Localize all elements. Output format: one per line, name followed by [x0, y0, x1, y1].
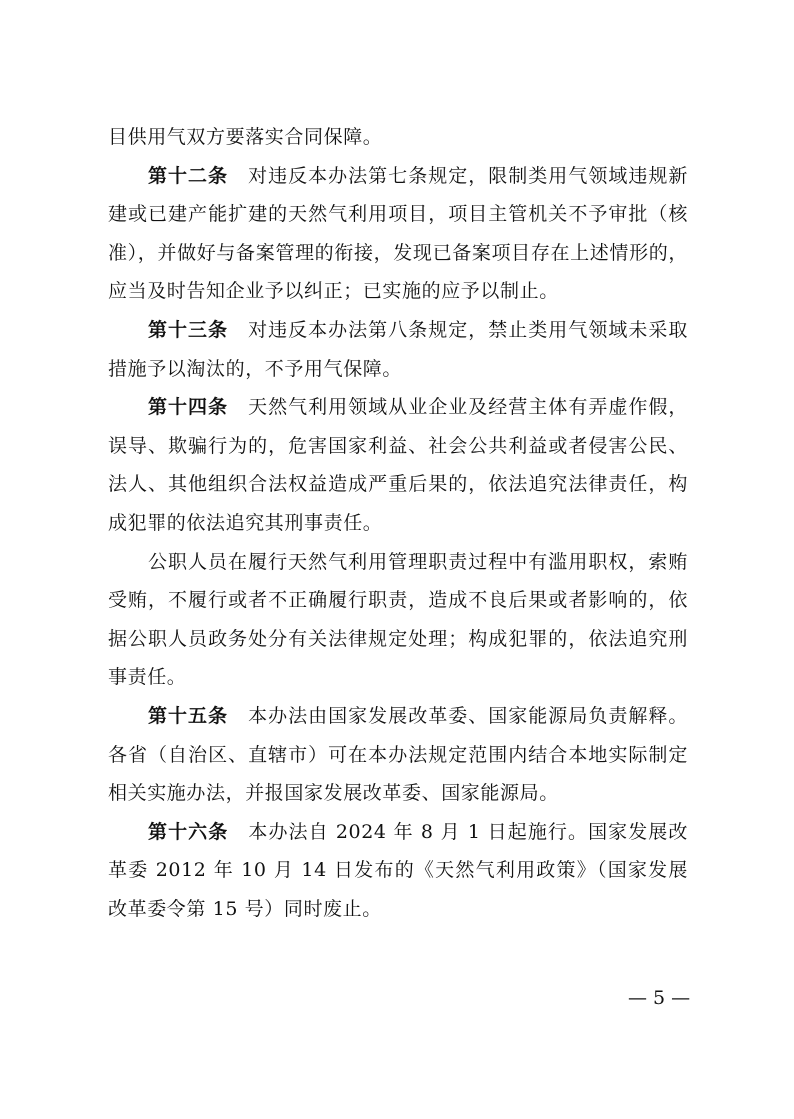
page-number: — 5 — — [628, 987, 691, 1009]
article-12 — [108, 157, 688, 311]
article-16 — [108, 813, 688, 929]
article-14 — [108, 388, 688, 542]
document-body — [108, 118, 688, 928]
paragraph-text: 公职人员在履行天然气利用管理职责过程中有滥用职权，索贿受贿，不履行或者不正确履行职责，造成不良后果或者影响的，依据公职人员政务处分有关法律规定处理；构成犯罪的，依法追究刑事责任。 — [108, 550, 688, 689]
article-text: 本办法由国家发展改革委、国家能源局负责解释。各省（自治区、直辖市）可在本办法规定范围内结合本地实际制定相关实施办法，并报国家发展改革委、国家能源局。 — [108, 704, 688, 805]
paragraph-text: 目供用气双方要落实合同保障。 — [108, 126, 383, 148]
article-heading: 第十二条 — [148, 164, 229, 187]
article-heading: 第十三条 — [148, 318, 229, 341]
article-text: 本办法自 2024 年 8 月 1 日起施行。国家发展改革委 2012 年 10 月 14 日发布的《天然气利用政策》（国家发展改革委令第 15 号）同时废止。 — [108, 820, 688, 920]
article-heading: 第十五条 — [148, 704, 229, 727]
article-heading: 第十六条 — [148, 820, 229, 843]
article-13 — [108, 311, 688, 388]
article-15 — [108, 697, 688, 813]
article-text: 对违反本办法第八条规定，禁止类用气领域未采取措施予以淘汰的，不予用气保障。 — [108, 318, 688, 380]
article-text: 对违反本办法第七条规定，限制类用气领域违规新建或已建产能扩建的天然气利用项目，项目主管机关不予审批（核准），并做好与备案管理的衔接，发现已备案项目存在上述情形的，应当及时告知企业予以纠正；已实施的应予以制止。 — [108, 164, 688, 303]
paragraph-continuation — [108, 118, 688, 157]
article-14-paragraph-2 — [108, 543, 688, 697]
article-text: 天然气利用领域从业企业及经营主体有弄虚作假，误导、欺骗行为的，危害国家利益、社会公共利益或者侵害公民、法人、其他组织合法权益造成严重后果的，依法追究法律责任，构成犯罪的依法追究其刑事责任。 — [108, 396, 688, 534]
article-heading: 第十四条 — [148, 396, 229, 419]
